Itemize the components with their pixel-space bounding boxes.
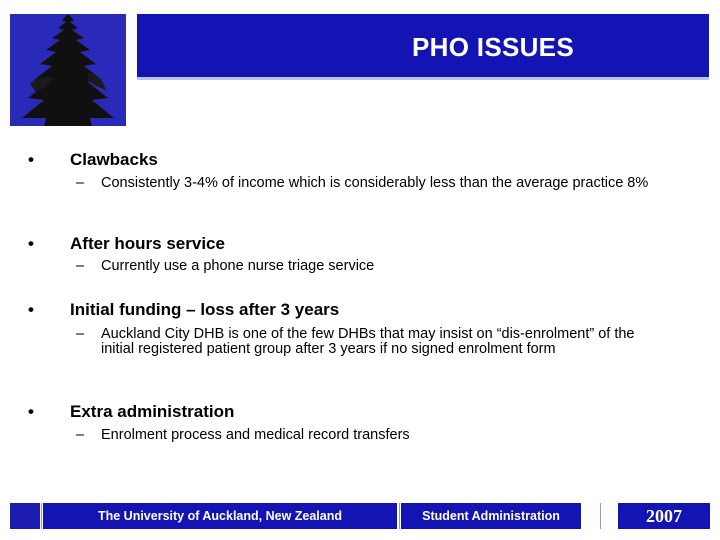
footer-left-block — [10, 503, 40, 529]
page-title: PHO ISSUES — [412, 32, 574, 62]
bullet-dot-icon: • — [28, 150, 34, 169]
bullet-heading: Extra administration — [70, 402, 235, 421]
footer-divider — [41, 503, 42, 529]
footer-department: Student Administration — [401, 503, 581, 529]
dash-icon: – — [76, 258, 85, 274]
bullet-dot-icon: • — [28, 234, 34, 253]
dash-icon: – — [76, 175, 85, 191]
footer-bar — [10, 503, 710, 529]
footer-university: The University of Auckland, New Zealand — [43, 503, 397, 529]
bullet-heading: Initial funding – loss after 3 years — [70, 300, 340, 319]
bullet-dot-icon: • — [28, 300, 34, 319]
sub-bullet-text: Enrolment process and medical record transfers — [101, 427, 410, 443]
bullet-heading: Clawbacks — [70, 150, 158, 169]
footer-year: 2007 — [618, 503, 710, 529]
sub-bullet-text: Consistently 3-4% of income which is considerably less than the average practice 8% — [101, 175, 649, 191]
footer-divider — [399, 503, 400, 529]
dash-icon: – — [76, 326, 85, 342]
sub-bullet-text: Auckland City DHB is one of the few DHBs that may insist on “dis-enrolment” of the initial registered patient group after 3 years if no signed enrolment form — [101, 326, 635, 357]
footer-divider — [600, 503, 601, 529]
dash-icon: – — [76, 427, 85, 443]
sub-bullet-text: Currently use a phone nurse triage service — [101, 258, 375, 274]
bullet-dot-icon: • — [28, 402, 34, 421]
bullet-heading: After hours service — [70, 234, 225, 253]
